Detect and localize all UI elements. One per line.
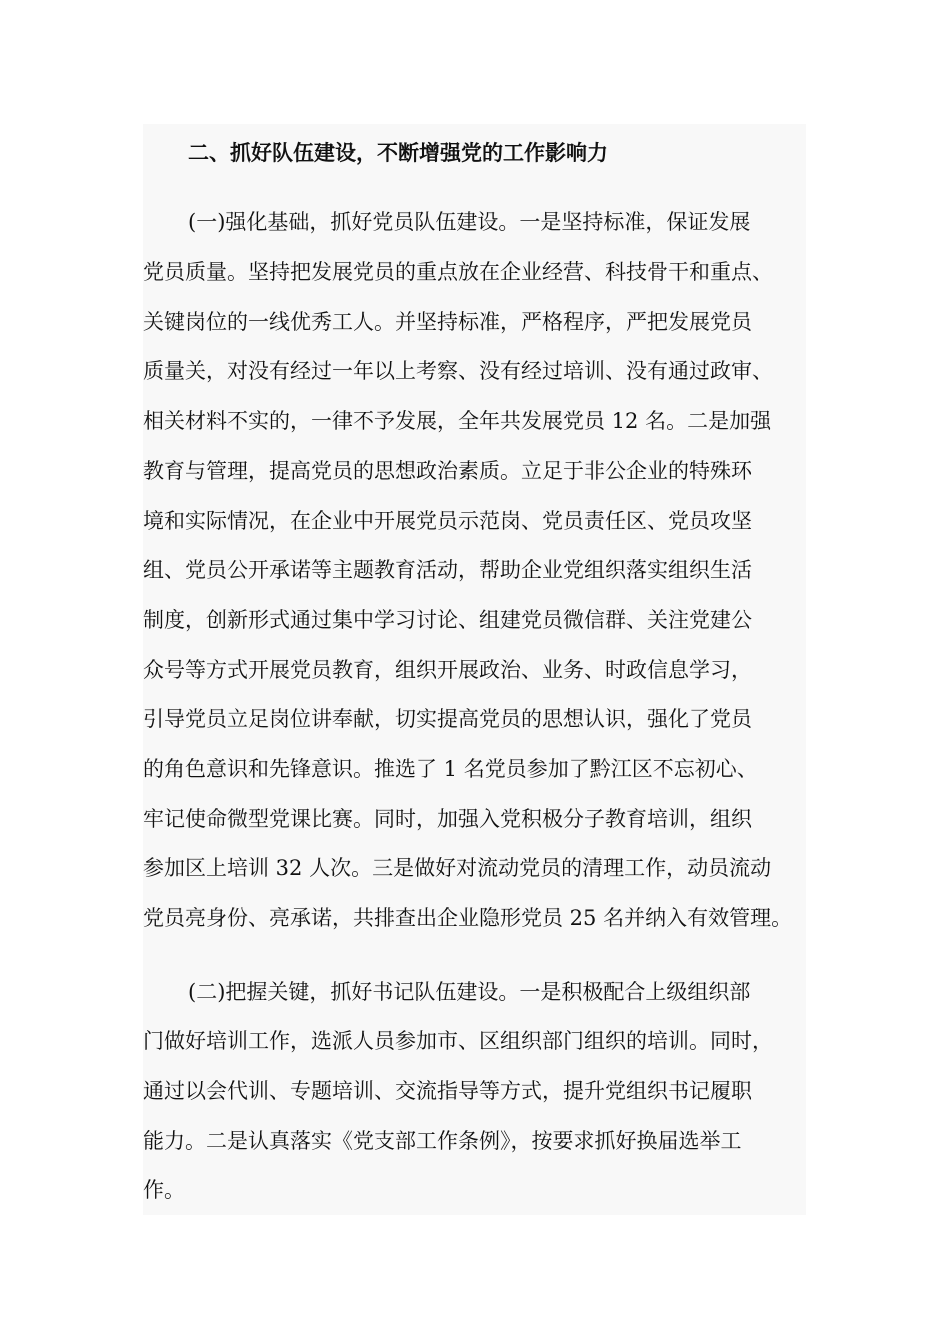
- section-heading: 二、抓好队伍建设，不断增强党的工作影响力: [188, 140, 608, 165]
- paragraph-line: 牢记使命微型党课比赛。同时，加强入党积极分子教育培训，组织: [143, 807, 752, 831]
- paragraph-line: 作。: [143, 1178, 185, 1202]
- paragraph-line: 境和实际情况，在企业中开展党员示范岗、党员责任区、党员攻坚: [143, 509, 752, 533]
- paragraph-line: 组、党员公开承诺等主题教育活动，帮助企业党组织落实组织生活: [143, 558, 752, 582]
- paragraph-line: 通过以会代训、专题培训、交流指导等方式，提升党组织书记履职: [143, 1079, 752, 1103]
- paragraph-line: 引导党员立足岗位讲奉献，切实提高党员的思想认识，强化了党员: [143, 707, 752, 731]
- paragraph-line: (一)强化基础，抓好党员队伍建设。一是坚持标准，保证发展: [188, 210, 751, 234]
- paragraph-line: 的角色意识和先锋意识。推选了 1 名党员参加了黔江区不忘初心、: [143, 757, 758, 781]
- paragraph-line: 质量关，对没有经过一年以上考察、没有经过培训、没有通过政审、: [143, 359, 773, 383]
- paragraph-line: 参加区上培训 32 人次。三是做好对流动党员的清理工作，动员流动: [143, 856, 772, 880]
- paragraph-line: 相关材料不实的，一律不予发展，全年共发展党员 12 名。二是加强: [143, 409, 772, 433]
- paragraph-line: 党员亮身份、亮承诺，共排查出企业隐形党员 25 名并纳入有效管理。: [143, 906, 793, 930]
- paragraph-line: 关键岗位的一线优秀工人。并坚持标准，严格程序，严把发展党员: [143, 310, 752, 334]
- paragraph-line: 能力。二是认真落实《党支部工作条例》，按要求抓好换届选举工: [143, 1129, 742, 1153]
- paragraph-line: 制度，创新形式通过集中学习讨论、组建党员微信群、关注党建公: [143, 608, 752, 632]
- paragraph-line: 众号等方式开展党员教育，组织开展政治、业务、时政信息学习，: [143, 658, 752, 682]
- paragraph-line: 党员质量。坚持把发展党员的重点放在企业经营、科技骨干和重点、: [143, 260, 773, 284]
- paragraph-line: 门做好培训工作，选派人员参加市、区组织部门组织的培训。同时，: [143, 1029, 773, 1053]
- paragraph-line: (二)把握关键，抓好书记队伍建设。一是积极配合上级组织部: [188, 980, 751, 1004]
- paragraph-line: 教育与管理，提高党员的思想政治素质。立足于非公企业的特殊环: [143, 459, 752, 483]
